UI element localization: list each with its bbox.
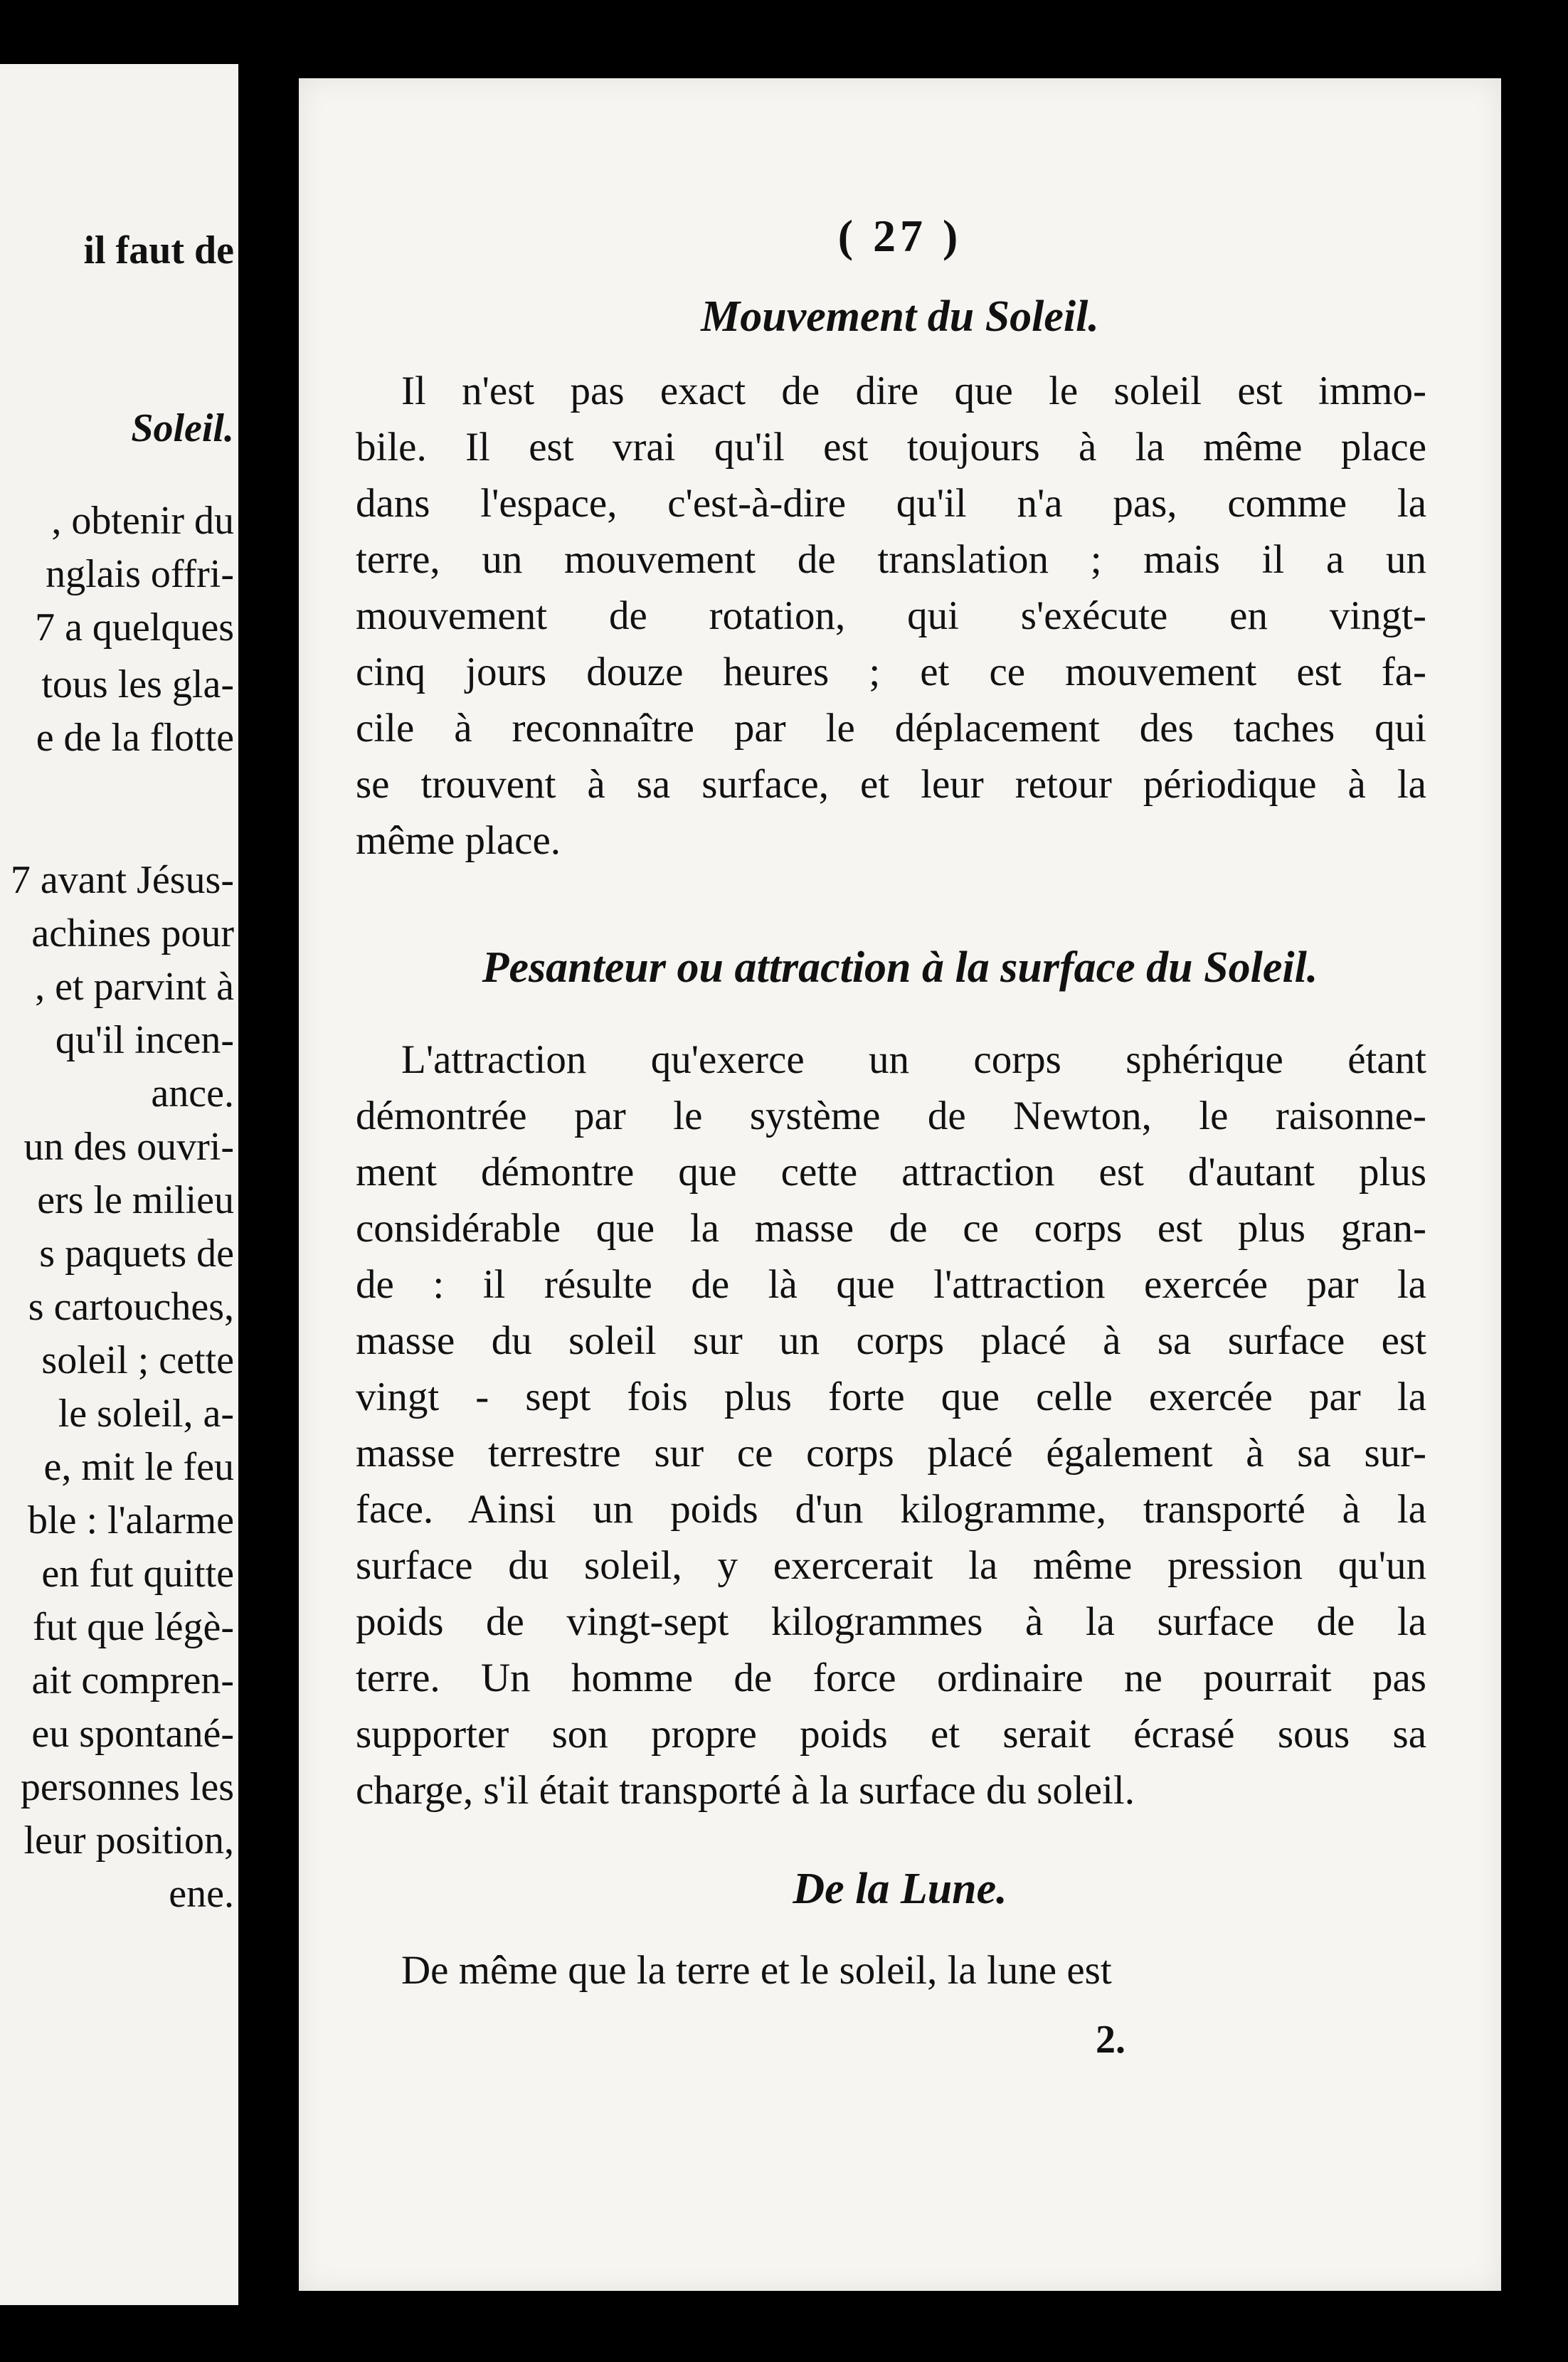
text-line: terre. Un homme de force ordinaire ne pourrait pas (356, 1656, 1426, 1700)
previous-page-line: ance. (151, 1071, 234, 1116)
previous-page (0, 64, 238, 2305)
previous-page-line: un des ouvri- (23, 1125, 234, 1169)
text-line: cinq jours douze heures ; et ce mouvement est fa- (356, 650, 1426, 694)
previous-page-line: tous les gla- (41, 662, 234, 706)
previous-page-line: ene. (169, 1872, 234, 1916)
text-line: bile. Il est vrai qu'il est toujours à la même place (356, 425, 1426, 470)
previous-page-line: , obtenir du (51, 499, 234, 543)
previous-page-line: le soleil, a- (58, 1392, 234, 1436)
paragraph-sun-movement (356, 363, 1426, 869)
text-line: ment démontre que cette attraction est d'autant plus (356, 1150, 1426, 1195)
text-line: De même que la terre et le soleil, la lune est (401, 1948, 1112, 1993)
text-line: supporter son propre poids et serait écrasé sous sa (356, 1712, 1426, 1757)
text-line: masse du soleil sur un corps placé à sa surface est (356, 1318, 1426, 1363)
current-page (299, 78, 1501, 2291)
text-line: cile à reconnaître par le déplacement des taches qui (356, 706, 1426, 751)
previous-page-text (0, 64, 238, 2305)
previous-page-line: , et parvint à (35, 965, 234, 1009)
text-line: poids de vingt-sept kilogrammes à la surface de la (356, 1599, 1426, 1644)
previous-page-line: fut que légè- (33, 1605, 234, 1649)
previous-page-line: ers le milieu (37, 1178, 234, 1222)
previous-page-line: il faut de (83, 228, 234, 272)
section-title-sun-movement: Mouvement du Soleil. (701, 292, 1099, 341)
previous-page-line: 7 a quelques (35, 605, 234, 650)
previous-page-line: ait compren- (31, 1658, 234, 1702)
previous-page-line: 7 avant Jésus- (10, 858, 234, 902)
text-line: considérable que la masse de ce corps est plus gran- (356, 1206, 1426, 1251)
text-line: mouvement de rotation, qui s'exécute en vingt- (356, 593, 1426, 638)
text-line: L'attraction qu'exerce un corps sphérique étant (401, 1037, 1426, 1082)
text-line: face. Ainsi un poids d'un kilogramme, transporté à la (356, 1487, 1426, 1532)
text-line: même place. (356, 818, 561, 863)
previous-page-line: eu spontané- (31, 1712, 234, 1756)
previous-page-line: s paquets de (39, 1232, 234, 1276)
previous-page-line: en fut quitte (41, 1552, 234, 1596)
previous-page-line: soleil ; cette (41, 1338, 234, 1382)
text-line: charge, s'il était transporté à la surface du soleil. (356, 1768, 1135, 1813)
text-line: masse terrestre sur ce corps placé également à sa sur- (356, 1431, 1426, 1476)
text-line: dans l'espace, c'est-à-dire qu'il n'a pas, comme la (356, 481, 1426, 526)
signature-mark: 2. (1096, 2018, 1125, 2062)
text-line: de : il résulte de là que l'attraction exercée par la (356, 1262, 1426, 1307)
text-line: se trouvent à sa surface, et leur retour périodique à la (356, 762, 1426, 807)
page-number: ( 27 ) (837, 211, 963, 261)
text-line: terre, un mouvement de translation ; mais il a un (356, 537, 1426, 582)
previous-page-line: e de la flotte (36, 716, 234, 760)
book-gutter (238, 0, 299, 2362)
previous-page-line: personnes les (20, 1765, 234, 1809)
paragraph-gravity (356, 1032, 1426, 1818)
previous-page-line: ble : l'alarme (28, 1498, 234, 1542)
previous-page-line: e, mit le feu (43, 1445, 234, 1489)
text-line: surface du soleil, y exercerait la même pression qu'un (356, 1543, 1426, 1588)
section-title-moon: De la Lune. (793, 1865, 1007, 1913)
previous-page-line: Soleil. (131, 406, 234, 450)
text-line: Il n'est pas exact de dire que le soleil est immo- (401, 369, 1426, 413)
previous-page-line: qu'il incen- (55, 1018, 234, 1062)
text-line: démontrée par le système de Newton, le raisonne- (356, 1093, 1426, 1138)
previous-page-line: s cartouches, (28, 1285, 234, 1329)
text-line: vingt - sept fois plus forte que celle exercée par la (356, 1375, 1426, 1419)
paragraph-moon (356, 1942, 1426, 1998)
previous-page-line: nglais offri- (46, 552, 234, 596)
previous-page-line: leur position, (23, 1818, 234, 1863)
previous-page-line: achines pour (31, 911, 234, 955)
section-title-gravity: Pesanteur ou attraction à la surface du Soleil. (482, 943, 1318, 992)
